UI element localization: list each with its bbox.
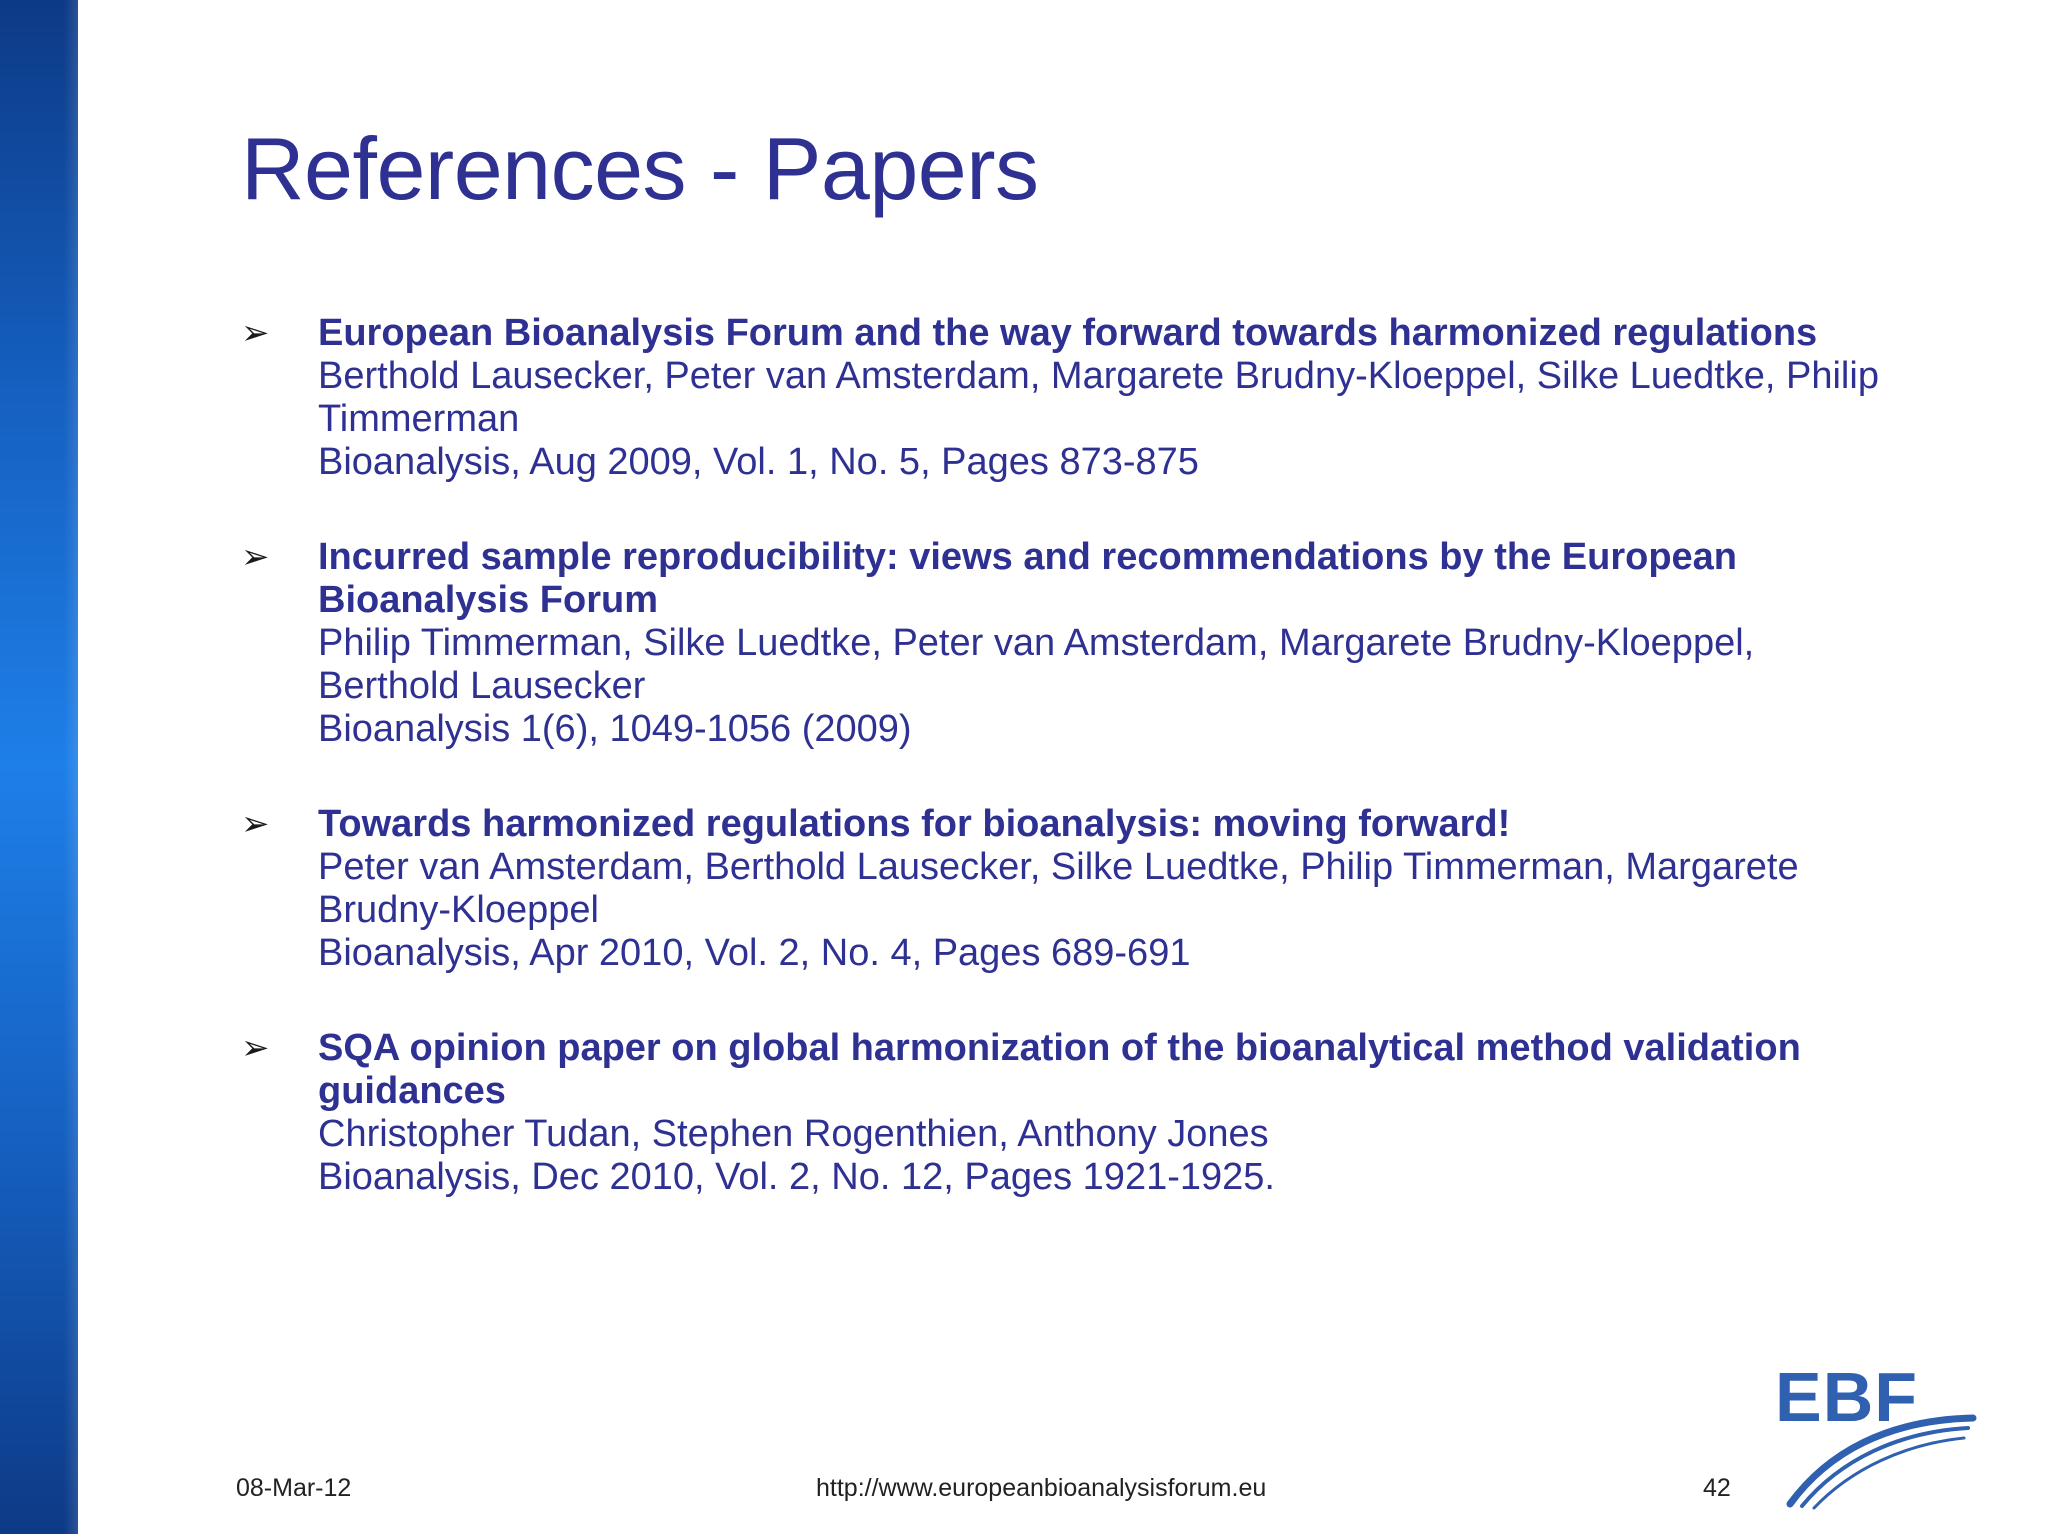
reference-authors: Peter van Amsterdam, Berthold Lausecker, Silke Luedtke, Philip Timmerman, Margarete Brudny-Kloeppel xyxy=(318,846,1799,931)
reference-title: Towards harmonized regulations for bioanalysis: moving forward! xyxy=(318,803,1511,845)
side-bar-decoration xyxy=(0,0,78,1534)
reference-title: SQA opinion paper on global harmonization of the bioanalytical method validation guidances xyxy=(318,1027,1801,1112)
reference-authors: Christopher Tudan, Stephen Rogenthien, Anthony Jones xyxy=(318,1113,1269,1155)
ebf-logo xyxy=(1768,1358,1978,1512)
footer-date: 08-Mar-12 xyxy=(236,1474,352,1502)
reference-item xyxy=(241,312,1901,484)
logo-text: EBF xyxy=(1775,1358,1918,1436)
reference-authors: Philip Timmerman, Silke Luedtke, Peter van Amsterdam, Margarete Brudny-Kloeppel, Berthold Lausecker xyxy=(318,622,1755,707)
reference-citation: Bioanalysis 1(6), 1049-1056 (2009) xyxy=(318,708,912,750)
arrow-bullet-icon: ➢ xyxy=(241,538,270,576)
reference-item xyxy=(241,1027,1901,1199)
logo-swoosh-icon xyxy=(1768,1358,1978,1512)
arrow-bullet-icon: ➢ xyxy=(241,1029,270,1067)
reference-citation: Bioanalysis, Aug 2009, Vol. 1, No. 5, Pages 873-875 xyxy=(318,441,1199,483)
reference-title: Incurred sample reproducibility: views and recommendations by the European Bioanalysis Forum xyxy=(318,536,1738,621)
reference-title: European Bioanalysis Forum and the way forward towards harmonized regulations xyxy=(318,312,1818,354)
arrow-bullet-icon: ➢ xyxy=(241,805,270,843)
reference-item xyxy=(241,803,1901,975)
footer-page-number: 42 xyxy=(1703,1474,1731,1502)
footer-url[interactable]: http://www.europeanbioanalysisforum.eu xyxy=(816,1474,1267,1502)
reference-item xyxy=(241,536,1901,751)
slide-title: References - Papers xyxy=(241,119,1039,218)
reference-authors: Berthold Lausecker, Peter van Amsterdam, Margarete Brudny-Kloeppel, Silke Luedtke, Philip Timmerman xyxy=(318,355,1879,440)
reference-list xyxy=(241,312,1901,1251)
reference-citation: Bioanalysis, Apr 2010, Vol. 2, No. 4, Pages 689-691 xyxy=(318,932,1191,974)
reference-citation: Bioanalysis, Dec 2010, Vol. 2, No. 12, Pages 1921-1925. xyxy=(318,1156,1275,1198)
arrow-bullet-icon: ➢ xyxy=(241,314,270,352)
